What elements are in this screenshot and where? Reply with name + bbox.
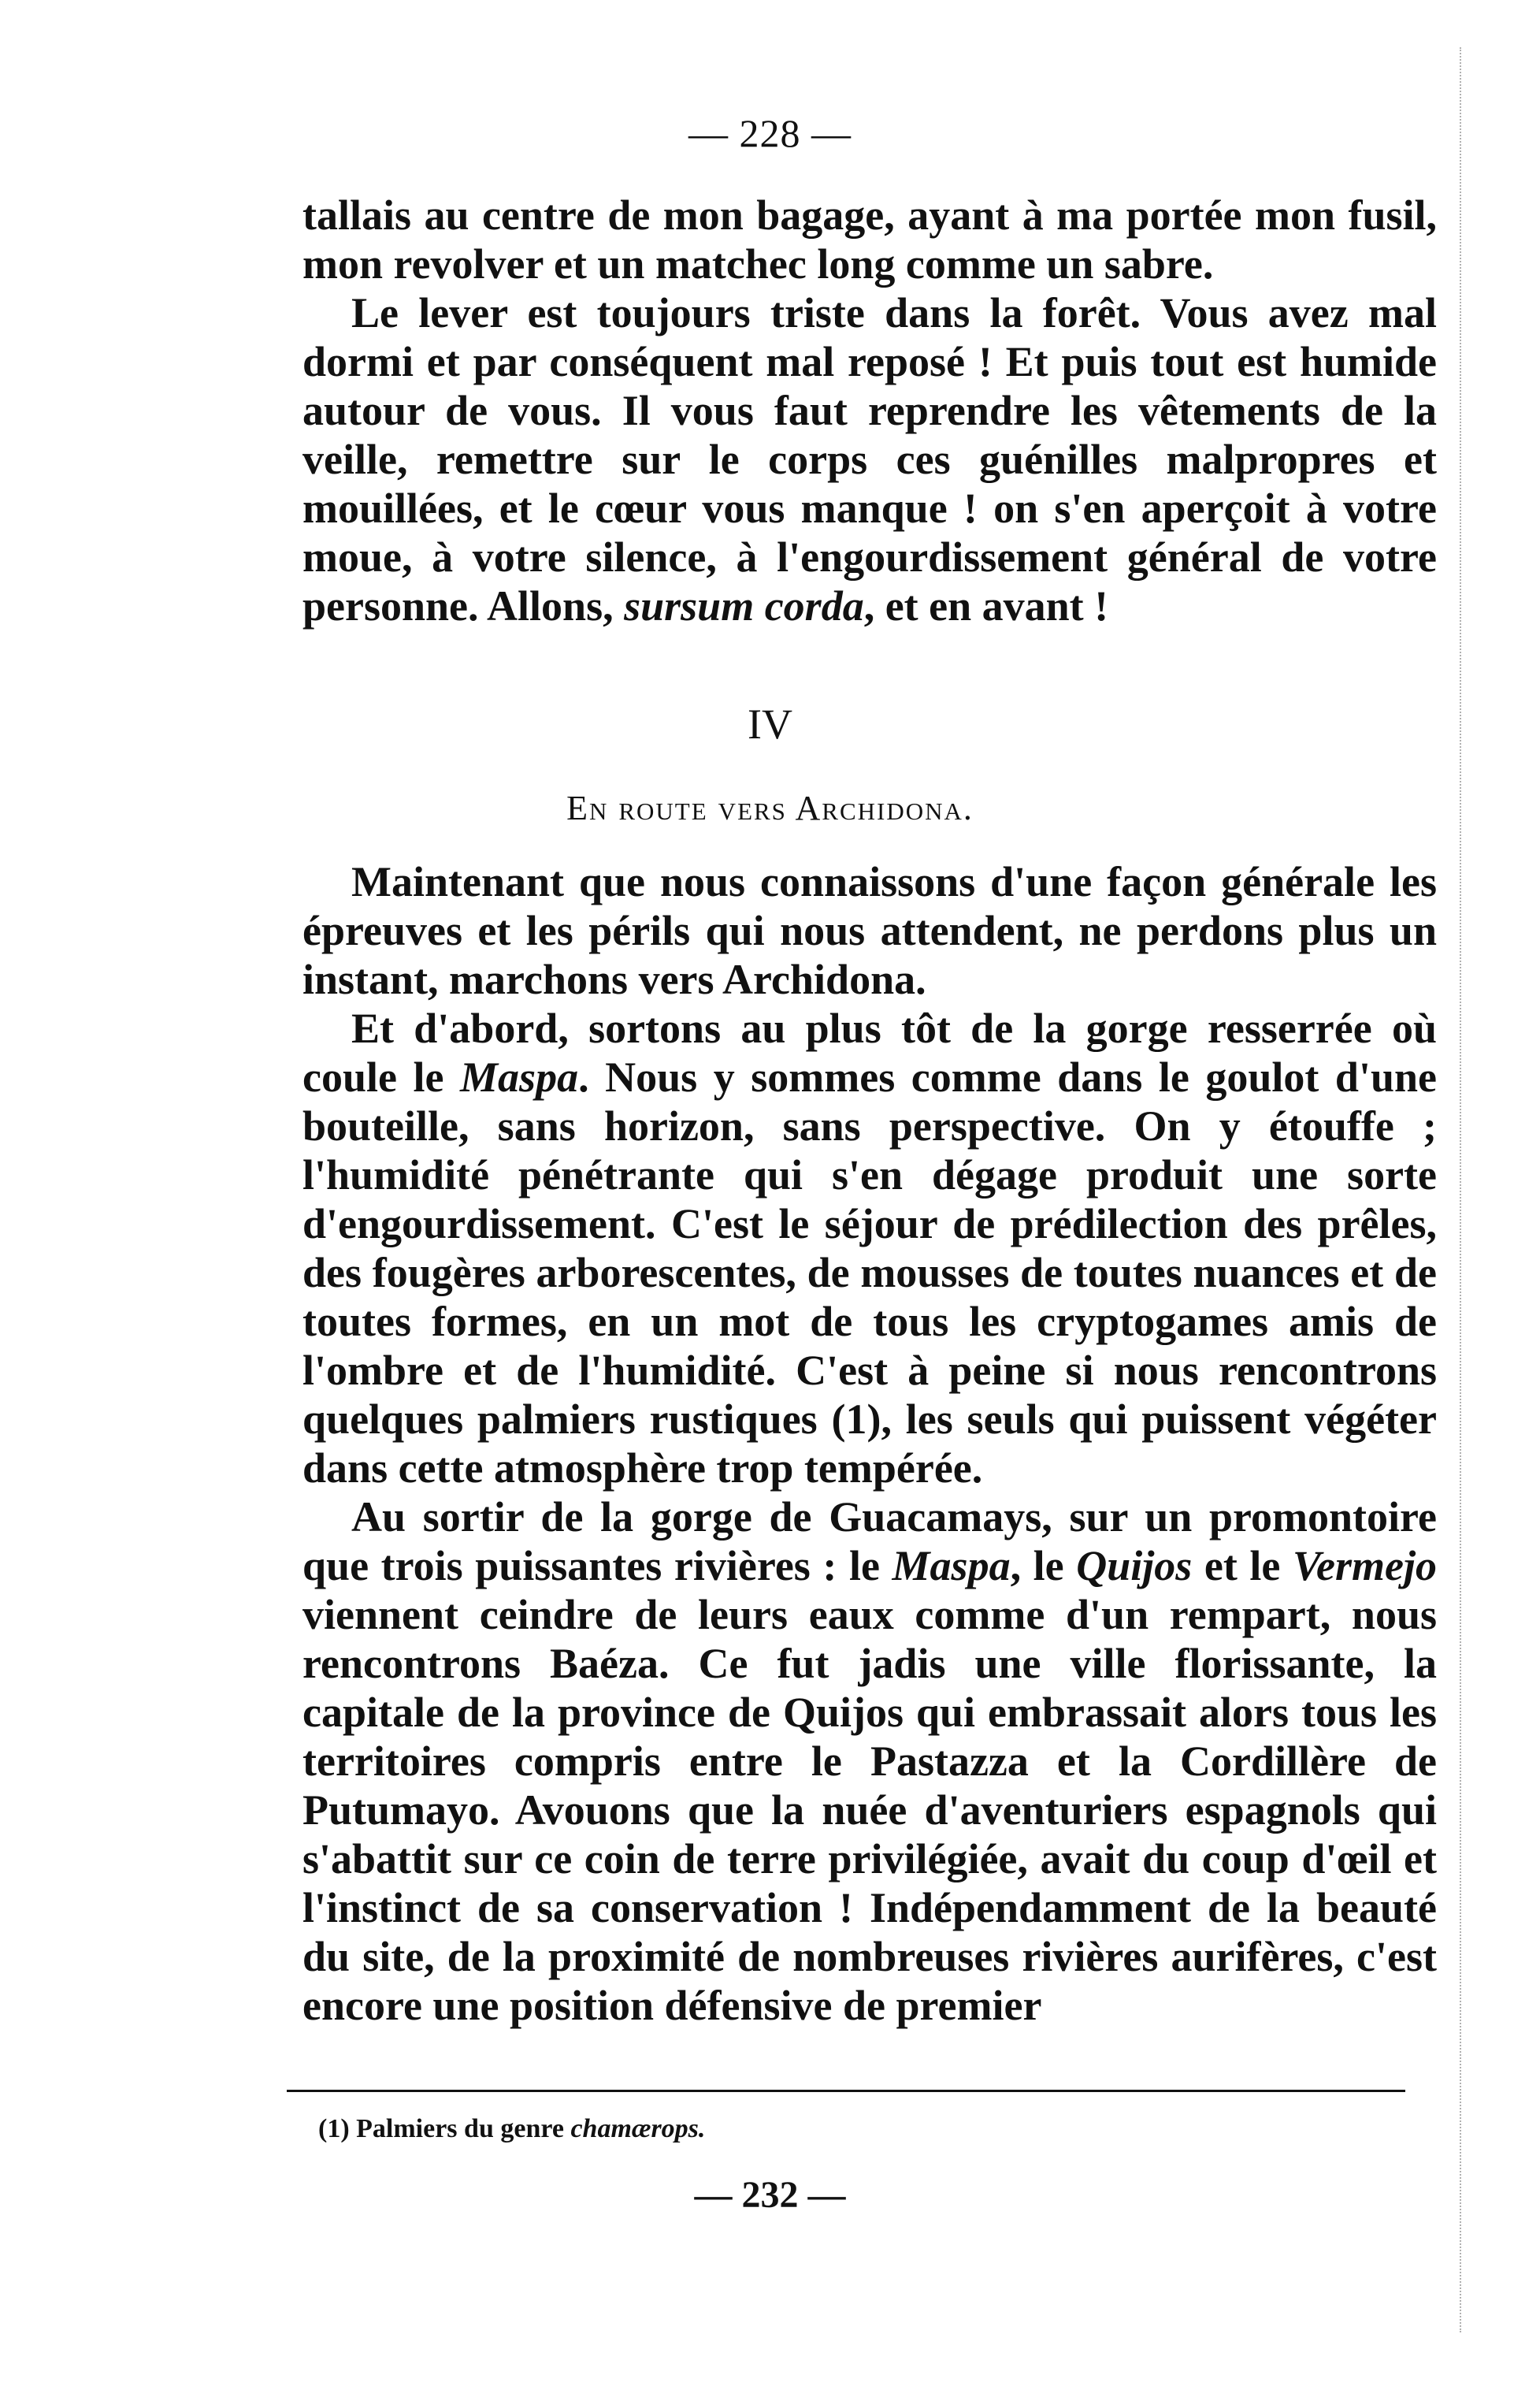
paragraph-2-start: Et d'abord, sortons au plus tôt de la gorge resserrée où coule le [302, 1005, 1437, 1101]
paragraph-continuation: tallais au centre de mon bagage, ayant à ma portée mon fusil, mon revolver et un matchec long comme un sabre. [302, 191, 1437, 288]
paragraph-2 [302, 1004, 1437, 1492]
paragraph-lever-end: , et en avant ! [863, 582, 1109, 630]
footnote-divider [287, 2090, 1405, 2092]
paragraph-3-start: Au sortir de la gorge de Guacamays, sur un promontoire que trois puissantes rivières : le [302, 1493, 1437, 1589]
text-block-chapter [302, 857, 1437, 2030]
footnote [318, 2113, 705, 2145]
footnote-genus: chamærops. [570, 2114, 706, 2143]
vermejo-term: Vermejo [1293, 1542, 1437, 1589]
quijos-term: Quijos [1076, 1542, 1193, 1589]
paragraph-3-end: viennent ceindre de leurs eaux comme d'un rempart, nous rencontrons Baéza. Ce fut jadis une ville florissante, la capitale de la province de Quijos qui embrassait alors tous les territoires compris entre le Pastazza et la Cordillère de Putumayo. Avouons que la nuée d'aventuriers espagnols qui s'abattit sur ce coin de terre privilégiée, avait du coup d'œil et l'instinct de sa conservation ! Indépendamment de la beauté du site, de la proximité de nombreuses rivières aurifères, c'est encore une position défensive de premier [302, 1591, 1437, 2029]
scan-edge-artifact [1460, 47, 1508, 2332]
signature-number: — 232 — [694, 2174, 846, 2216]
chapter-number: IV [748, 701, 792, 748]
maspa-term-2: Maspa [892, 1542, 1011, 1589]
chapter-title: En route vers Archidona. [566, 789, 974, 827]
paragraph-3-mid1: , le [1010, 1542, 1064, 1589]
paragraph-lever [302, 288, 1437, 630]
maspa-term: Maspa [460, 1054, 579, 1101]
paragraph-3 [302, 1492, 1437, 2030]
paragraph-lever-text: Le lever est toujours triste dans la forêt. Vous avez mal dormi et par conséquent mal reposé ! Et puis tout est humide autour de vous. Il vous faut reprendre les vêtements de la veille, remettre sur le corps ces guénilles malpropres et mouillées, et le cœur vous manque ! on s'en aperçoit à votre moue, à votre silence, à l'engourdissement général de votre personne. Allons, [302, 289, 1437, 630]
paragraph-2-end: . Nous y sommes comme dans le goulot d'une bouteille, sans horizon, sans perspective. On y étouffe ; l'humidité pénétrante qui s'en dégage produit une sorte d'engourdissement. C'est le séjour de prédilection des prêles, des fougères arborescentes, de mousses de toutes nuances et de toutes formes, en un mot de tous les cryptogames amis de l'ombre et de l'humidité. C'est à peine si nous rencontrons quelques palmiers rustiques (1), les seuls qui puissent végéter dans cette atmosphère trop tempérée. [302, 1054, 1437, 1492]
paragraph-1: Maintenant que nous connaissons d'une façon générale les épreuves et les périls qui nous attendent, ne perdons plus un instant, marchons vers Archidona. [302, 858, 1437, 1003]
paragraph-3-mid2: et le [1204, 1542, 1281, 1589]
footnote-label: (1) Palmiers du genre [318, 2114, 564, 2143]
page-number-header: — 228 — [688, 111, 852, 155]
text-block-top [302, 191, 1437, 630]
sursum-corda: sursum corda [624, 582, 864, 630]
